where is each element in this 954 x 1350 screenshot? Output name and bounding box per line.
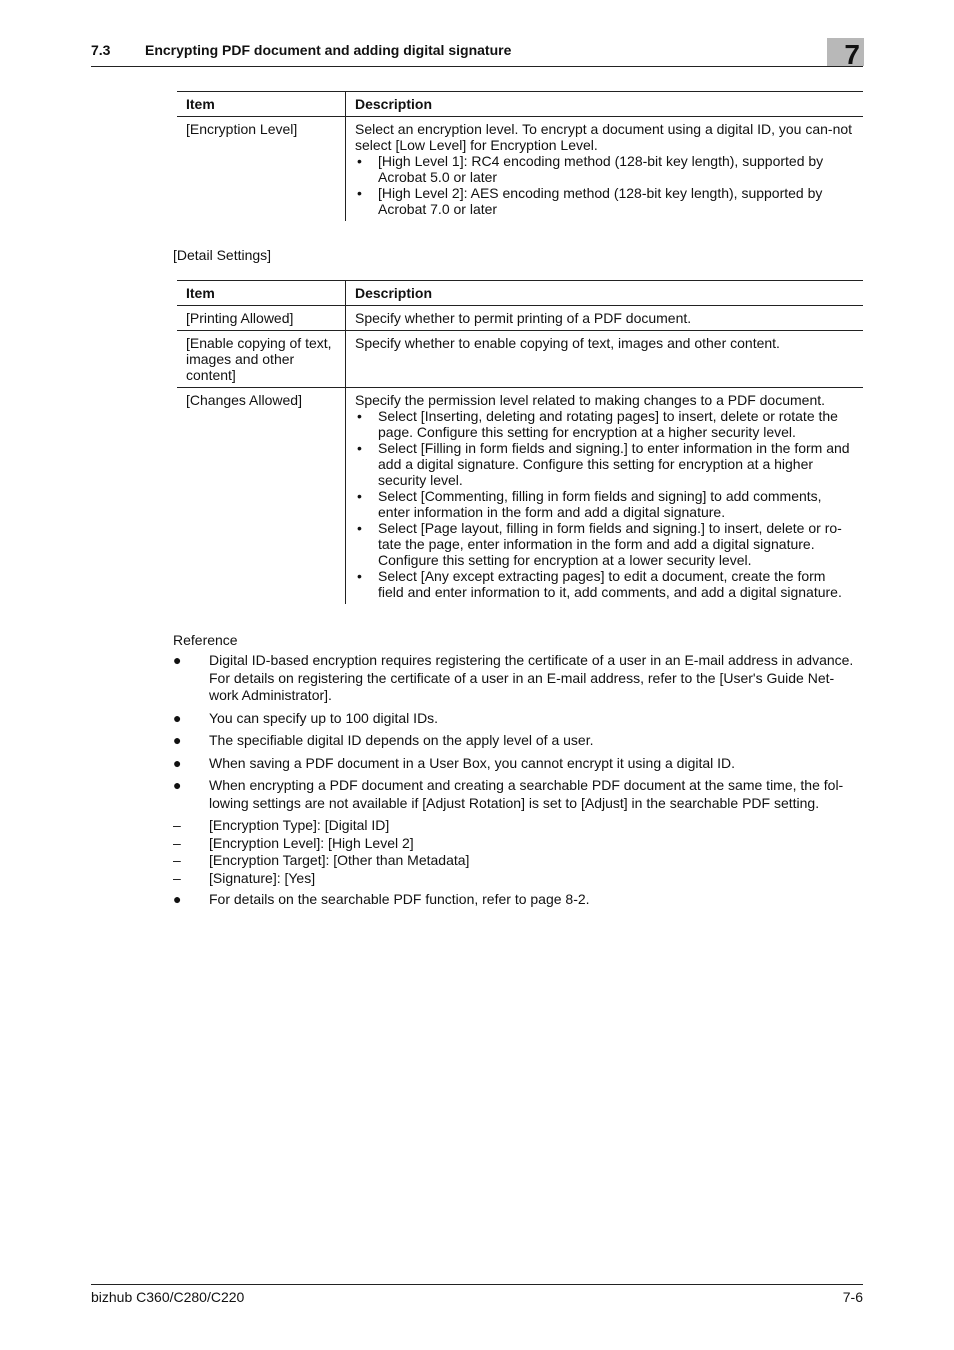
reference-sub-item-text: [Encryption Level]: [High Level 2] <box>209 834 414 851</box>
reference-item <box>173 732 863 750</box>
list-item: • Select [Page layout, filling in form fields and signing.] to insert, delete or ro-tate the page, enter information in the form and add a digital signature. Configure this setting for encryption at a lower security level. <box>355 520 854 568</box>
list-item: • [High Level 2]: AES encoding method (128-bit key length), supported by Acrobat 7.0 or later <box>355 185 854 217</box>
description-cell: Specify whether to permit printing of a PDF document. <box>346 306 864 331</box>
reference-item-text: The specifiable digital ID depends on the apply level of a user. <box>209 732 594 748</box>
reference-sub-item-text: [Encryption Type]: [Digital ID] <box>209 817 390 833</box>
encryption-level-table <box>177 91 863 221</box>
table-row <box>177 117 863 222</box>
page-footer <box>91 1284 863 1309</box>
description-text: Select an encryption level. To encrypt a document using a digital ID, you can-not select [Low Level] for Encryption Level. <box>355 121 853 153</box>
dash-icon: – <box>173 817 181 833</box>
item-cell: [Enable copying of text, images and other content] <box>177 331 346 388</box>
reference-sub-item <box>173 870 863 888</box>
list-item: • Select [Commenting, filling in form fields and signing] to add comments, enter information in the form and add a digital signature. <box>355 488 854 520</box>
reference-sub-item-text: [Encryption Target]: [Other than Metadata] <box>209 852 470 868</box>
description-text: Specify the permission level related to making changes to a PDF document. <box>355 392 826 408</box>
column-header-description: Description <box>346 281 864 306</box>
bullet-icon: ● <box>173 891 182 907</box>
reference-item <box>173 891 863 909</box>
bullet-icon: ● <box>173 777 182 793</box>
description-cell <box>346 117 864 222</box>
dash-icon: – <box>173 834 181 851</box>
reference-item-text: Digital ID-based encryption requires registering the certificate of a user in an E-mail address in advance. For details on registering the certificate of a user in an E-mail address, refer to the [User's Guide Net-work Administrator]. <box>209 652 854 703</box>
column-header-item: Item <box>177 281 346 306</box>
reference-sub-item <box>173 835 863 853</box>
section-number: 7.3 <box>91 42 111 58</box>
item-cell: [Printing Allowed] <box>177 306 346 331</box>
table-row <box>177 306 863 331</box>
reference-item <box>173 652 863 705</box>
list-item: • [High Level 1]: RC4 encoding method (128-bit key length), supported by Acrobat 5.0 or later <box>355 153 854 185</box>
item-cell: [Encryption Level] <box>177 117 346 222</box>
dash-icon: – <box>173 869 181 886</box>
table-row <box>177 388 863 605</box>
section-title: Encrypting PDF document and adding digital signature <box>145 42 512 58</box>
bullet-list <box>355 153 854 217</box>
reference-item <box>173 755 863 773</box>
model-name: bizhub C360/C280/C220 <box>91 1289 245 1305</box>
dash-icon: – <box>173 852 181 868</box>
bullet-icon: ● <box>173 732 182 748</box>
reference-title: Reference <box>173 632 238 648</box>
table-row <box>177 331 863 388</box>
list-item: • Select [Inserting, deleting and rotating pages] to insert, delete or rotate the page. Configure this setting for encryption at a higher security level. <box>355 408 854 440</box>
reference-item <box>173 777 863 812</box>
bullet-icon: ● <box>173 754 182 771</box>
detail-settings-label: [Detail Settings] <box>173 247 272 263</box>
list-item: • Select [Filling in form fields and signing.] to enter information in the form and add a digital signature. Configure this setting for encryption at a higher security level. <box>355 440 854 488</box>
bullet-icon: ● <box>173 652 182 668</box>
reference-sub-item <box>173 852 863 870</box>
detail-settings-table <box>177 280 863 604</box>
description-cell: Specify whether to enable copying of text, images and other content. <box>346 331 864 388</box>
reference-item <box>173 710 863 728</box>
list-item: • Select [Any except extracting pages] to edit a document, create the form field and enter information to it, add comments, and add a digital signature. <box>355 568 854 600</box>
bullet-icon: ● <box>173 709 182 726</box>
page-number: 7-6 <box>842 1289 863 1305</box>
item-cell: [Changes Allowed] <box>177 388 346 605</box>
bullet-list <box>355 408 854 600</box>
page-header <box>91 38 863 67</box>
reference-item-text: You can specify up to 100 digital IDs. <box>209 709 439 726</box>
description-cell <box>346 388 864 605</box>
reference-item-text: When saving a PDF document in a User Box, you cannot encrypt it using a digital ID. <box>209 754 736 771</box>
reference-section <box>173 632 863 914</box>
reference-item-text: For details on the searchable PDF function, refer to page 8-2. <box>209 891 590 907</box>
reference-sub-item <box>173 817 863 835</box>
column-header-description: Description <box>346 92 864 117</box>
chapter-tab: 7 <box>827 38 864 66</box>
reference-sub-item-text: [Signature]: [Yes] <box>209 869 316 886</box>
reference-item-text: When encrypting a PDF document and creating a searchable PDF document at the same time, the fol-lowing settings are not available if [Adjust Rotation] is set to [Adjust] in the searchable PDF setting. <box>209 777 844 811</box>
column-header-item: Item <box>177 92 346 117</box>
